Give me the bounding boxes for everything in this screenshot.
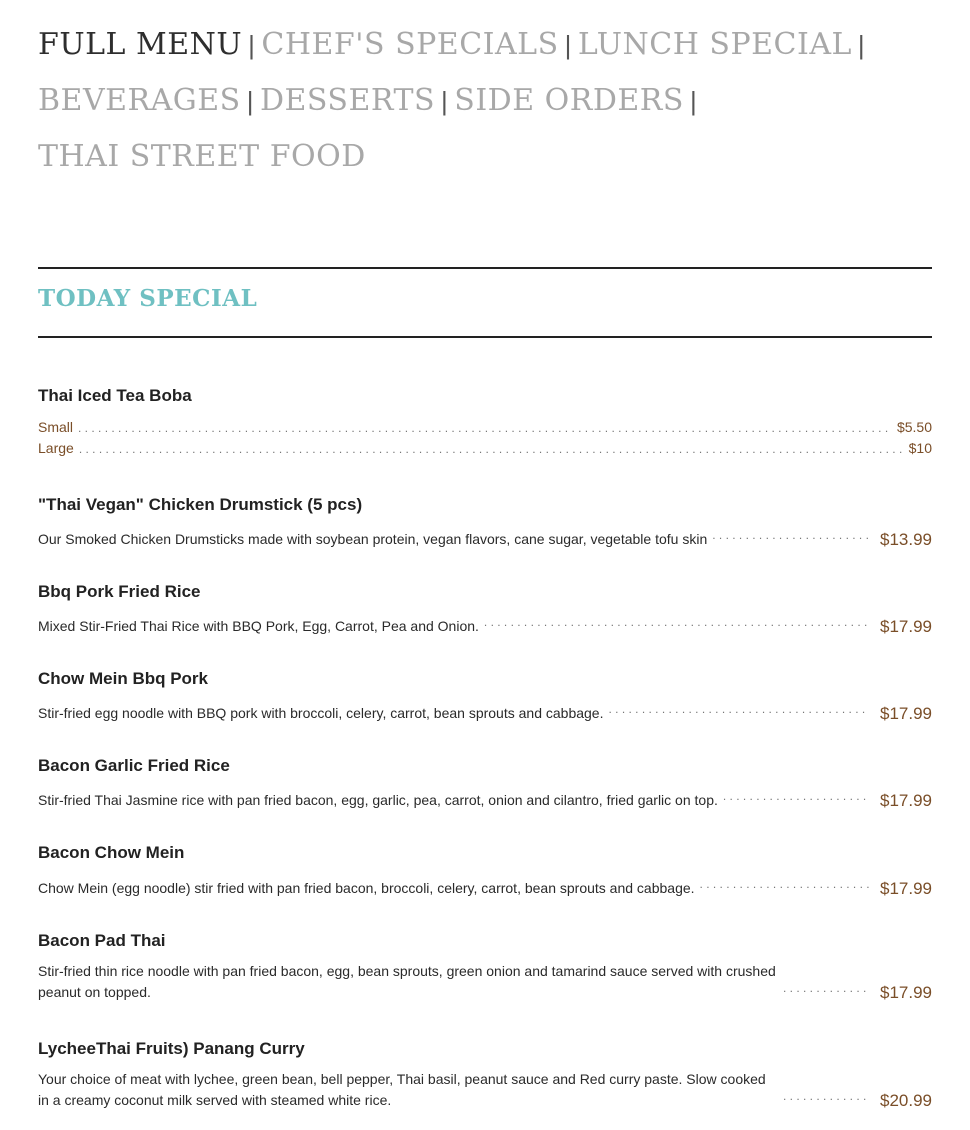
item-description: Stir-fried egg noodle with BBQ pork with broccoli, celery, carrot, bean sprouts and cabbage. xyxy=(38,705,604,721)
nav-separator: | xyxy=(564,30,572,60)
item-description: Mixed Stir-Fried Thai Rice with BBQ Pork, Egg, Carrot, Pea and Onion. xyxy=(38,618,479,634)
item-name: Chow Mein Bbq Pork xyxy=(38,669,208,688)
item-description: Stir-fried thin rice noodle with pan fried bacon, egg, bean sprouts, green onion and tamarind sauce served with crushed peanut on topped. xyxy=(38,963,776,1000)
item-price: $17.99 xyxy=(880,983,932,1002)
nav-separator: | xyxy=(248,30,256,60)
item-row xyxy=(38,612,932,637)
item-row xyxy=(38,961,932,1003)
menu-category-nav xyxy=(38,22,938,190)
item-name: LycheeThai Fruits) Panang Curry xyxy=(38,1039,305,1058)
nav-line-1 xyxy=(38,22,938,78)
dot-leader xyxy=(712,525,869,546)
nav-link-full-menu[interactable]: FULL MENU xyxy=(38,27,243,62)
item-row xyxy=(38,1069,932,1111)
item-price: $20.99 xyxy=(880,1091,932,1110)
nav-separator: | xyxy=(441,86,449,116)
dot-leader xyxy=(700,874,869,895)
item-name: Bacon Garlic Fried Rice xyxy=(38,756,230,775)
nav-separator: | xyxy=(246,86,254,116)
nav-separator: | xyxy=(857,30,866,60)
item-name: Thai Iced Tea Boba xyxy=(38,386,192,405)
item-price: $13.99 xyxy=(880,530,932,549)
dot-leader xyxy=(608,699,869,720)
item-row xyxy=(38,874,932,899)
nav-link-thai-street-food[interactable]: THAI STREET FOOD xyxy=(38,139,366,174)
item-description: Chow Mein (egg noodle) stir fried with pan fried bacon, broccoli, celery, carrot, bean sprouts and cabbage. xyxy=(38,880,695,896)
nav-link-desserts[interactable]: DESSERTS xyxy=(259,83,436,118)
dot-leader xyxy=(723,786,869,807)
size-row-small xyxy=(38,419,932,435)
nav-link-side-orders[interactable]: SIDE ORDERS xyxy=(454,83,684,118)
nav-line-3 xyxy=(38,134,938,190)
item-row xyxy=(38,699,932,724)
size-label: Small xyxy=(38,419,74,435)
item-price: $17.99 xyxy=(880,791,932,810)
item-price: $17.99 xyxy=(880,704,932,723)
nav-link-lunch-special[interactable]: LUNCH SPECIAL xyxy=(577,27,852,62)
nav-link-chefs-specials[interactable]: CHEF'S SPECIALS xyxy=(261,27,559,62)
item-name: Bacon Pad Thai xyxy=(38,931,166,950)
nav-line-2 xyxy=(38,78,938,134)
nav-separator: | xyxy=(689,86,698,116)
section-bottom-rule xyxy=(38,336,932,338)
section-top-rule xyxy=(38,267,932,269)
dot-leader xyxy=(78,421,892,435)
item-description: Your choice of meat with lychee, green bean, bell pepper, Thai basil, peanut sauce and Red curry paste. Slow cooked in a creamy coconut milk served with steamed white rice. xyxy=(38,1071,766,1108)
item-name: Bacon Chow Mein xyxy=(38,843,185,862)
item-description: Our Smoked Chicken Drumsticks made with soybean protein, vegan flavors, cane sugar, vegetable tofu skin xyxy=(38,531,708,547)
size-price: $10 xyxy=(908,440,932,456)
size-price: $5.50 xyxy=(896,419,932,435)
item-name: "Thai Vegan" Chicken Drumstick (5 pcs) xyxy=(38,495,363,514)
dot-leader xyxy=(484,612,869,633)
item-description: Stir-fried Thai Jasmine rice with pan fried bacon, egg, garlic, pea, carrot, onion and cilantro, fried garlic on top. xyxy=(38,792,718,808)
item-name: Bbq Pork Fried Rice xyxy=(38,582,201,601)
size-row-large xyxy=(38,440,932,456)
item-price: $17.99 xyxy=(880,617,932,636)
item-price: $17.99 xyxy=(880,879,932,898)
dot-leader xyxy=(79,442,904,456)
item-row xyxy=(38,786,932,811)
item-row xyxy=(38,525,932,550)
section-title: TODAY SPECIAL xyxy=(38,285,258,312)
size-label: Large xyxy=(38,440,74,456)
dot-leader xyxy=(783,1086,869,1107)
nav-link-beverages[interactable]: BEVERAGES xyxy=(38,83,241,118)
dot-leader xyxy=(783,978,869,999)
